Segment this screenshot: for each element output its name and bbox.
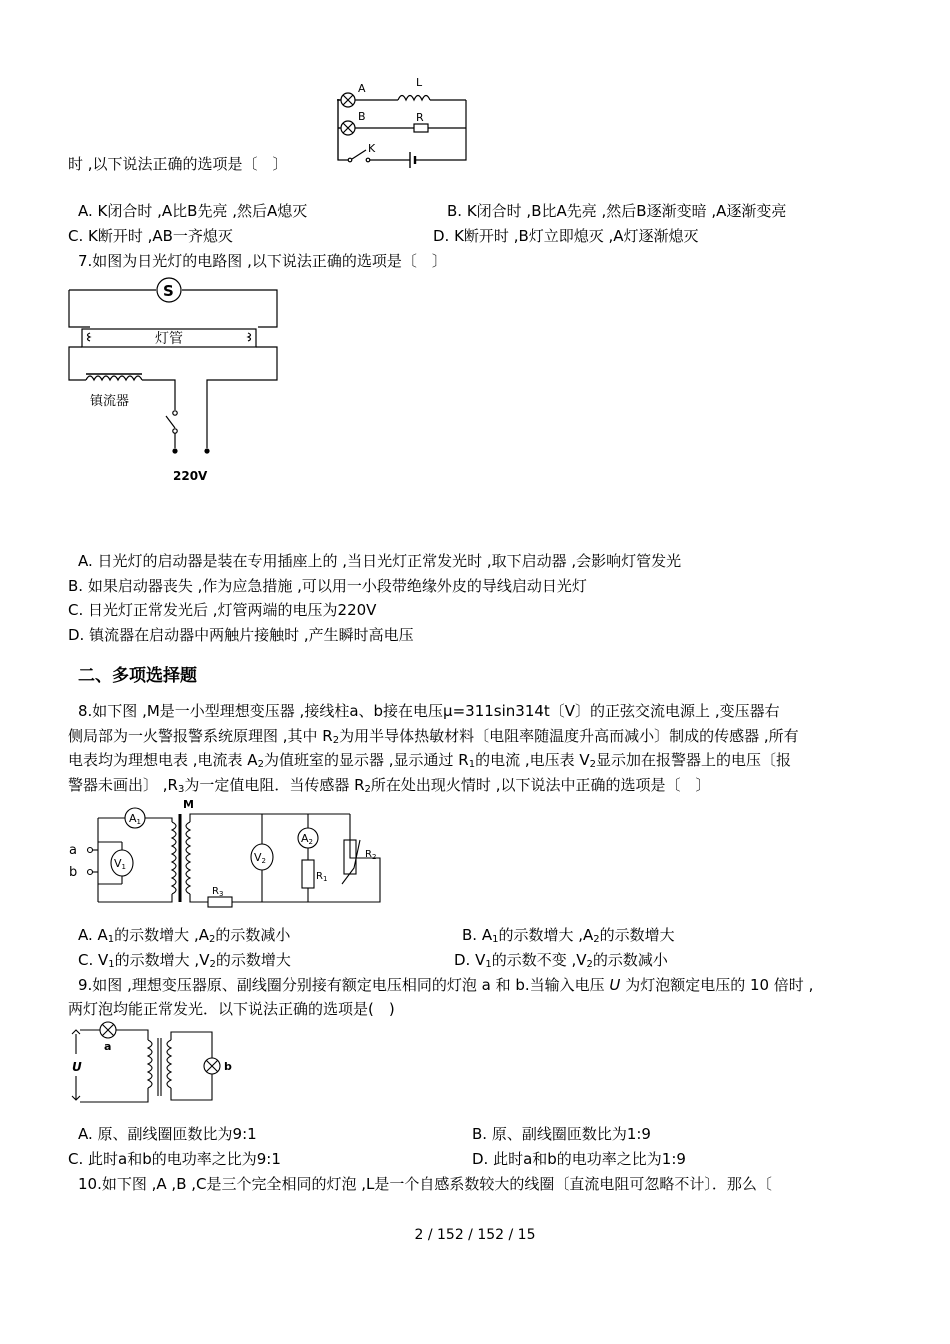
q7-fig-label-tube: 灯管 [155, 331, 183, 347]
q6-fig-label-r: R [416, 111, 424, 124]
q6-option-d: D. K断开时 ,B灯立即熄灭 ,A灯逐渐熄灭 [433, 227, 699, 245]
q7-stem: 7.如图为日光灯的电路图 ,以下说法正确的选项是〔 〕 [78, 252, 447, 270]
q6-fig-label-l: L [416, 76, 423, 89]
q6-option-a: A. K闭合时 ,A比B先亮 ,然后A熄灭 [78, 202, 308, 220]
q8-option-a: A. $A_1$的示数增大 $,A_2$的示数减小 [78, 926, 291, 945]
q9-option-d: D. 此时a和b的电功率之比为1:9 [472, 1150, 686, 1168]
q6-stem-tail: 时 ,以下说法正确的选项是〔 〕 [68, 155, 288, 173]
q9-stem-line-2: 两灯泡均能正常发光．以下说法正确的选项是( ) [68, 1000, 395, 1018]
q7-option-a: A. 日光灯的启动器是装在专用插座上的 ,当日光灯正常发光时 ,取下启动器 ,会影响灯管发光 [78, 552, 682, 570]
q7-option-b: B. 如果启动器丧失 ,作为应急措施 ,可以用一小段带绝缘外皮的导线启动日光灯 [68, 577, 587, 595]
q7-fig-label-s: S [163, 282, 174, 300]
q7-fig-label-voltage: 220V [173, 469, 208, 483]
q9-fig-label-b: b [224, 1060, 232, 1073]
q10-stem-line-1: 10.如下图 ,A ,B ,C是三个完全相同的灯泡 ,L是一个自感系数较大的线圈〔直流电阻可忽略不计〕．那么〔 [78, 1175, 772, 1193]
q7-fig-label-ballast: 镇流器 [90, 394, 130, 409]
q9-option-a: A. 原、副线圈匝数比为9:1 [78, 1125, 257, 1143]
q8-option-d: D. $V_1$的示数不变 $,V_2$的示数减小 [454, 951, 668, 970]
q8-stem-line-2: 侧局部为一火警报警系统原理图 ,其中 $R_2$为用半导体热敏材料〔电阻率随温度升高而减小〕制成的传感器 ,所有 [68, 727, 799, 746]
q8-transformer-circuit-figure [62, 798, 392, 910]
q9-fig-label-a: a [104, 1040, 112, 1053]
q8-fig-label-a2: A2 [301, 832, 313, 846]
q8-fig-label-a1: A1 [129, 812, 141, 826]
q8-fig-label-v2: V2 [254, 851, 266, 865]
q6-option-c: C. K断开时 ,AB一齐熄灭 [68, 227, 233, 245]
q8-fig-label-terminal-b: b [69, 865, 78, 880]
q7-option-d: D. 镇流器在启动器中两触片接触时 ,产生瞬时高电压 [68, 626, 414, 644]
page-number: 2 / 152 / 152 / 15 [414, 1227, 536, 1243]
q8-stem-line-1: 8.如下图 ,M是一小型理想变压器 ,接线柱a、b接在电压μ=311sin314t〔V〕的正弦交流电源上 ,变压器右 [78, 702, 780, 720]
q7-option-c: C. 日光灯正常发光后 ,灯管两端的电压为220V [68, 601, 377, 619]
q8-fig-label-m: M [183, 798, 194, 811]
q8-stem-line-3: 电表均为理想电表 ,电流表 $A_2$为值班室的显示器 ,显示通过 $R_1$的电流 ,电压表 $V_2$显示加在报警器上的电压〔报 [68, 751, 792, 770]
q6-option-b: B. K闭合时 ,B比A先亮 ,然后B逐渐变暗 ,A逐渐变亮 [447, 202, 787, 220]
q6-circuit-figure [318, 72, 478, 172]
q6-fig-label-a: A [358, 82, 366, 95]
q9-option-c: C. 此时a和b的电功率之比为9:1 [68, 1150, 281, 1168]
q6-fig-label-b: B [358, 110, 366, 123]
q8-stem-line-4: 警器未画出〕 $,R_3$为一定值电阻．当传感器 $R_2$所在处出现火情时 ,以下说法中正确的选项是〔 〕 [68, 776, 711, 795]
q8-fig-label-r2: $R_2$ [365, 849, 377, 861]
q8-fig-label-terminal-a: a [69, 843, 77, 858]
q7-fluorescent-circuit-figure [62, 276, 282, 486]
q8-fig-label-v1: V1 [114, 857, 126, 871]
q6-fig-label-k: K [368, 142, 376, 155]
q9-fig-label-u: U [72, 1060, 82, 1074]
q9-option-b: B. 原、副线圈匝数比为1:9 [472, 1125, 651, 1143]
q8-fig-label-r3: $R_3$ [212, 886, 224, 898]
q9-transformer-figure [66, 1020, 236, 1110]
q9-stem-line-1: 9.如图 ,理想变压器原、副线圈分别接有额定电压相同的灯泡 a 和 b.当输入电压 U 为灯泡额定电压的 10 倍时 , [78, 976, 814, 994]
q8-option-b: B. $A_1$的示数增大 $,A_2$的示数增大 [462, 926, 675, 945]
section-title: 二、多项选择题 [78, 666, 197, 686]
q8-option-c: C. $V_1$的示数增大 $,V_2$的示数增大 [78, 951, 291, 970]
q8-fig-label-r1: $R_1$ [316, 871, 328, 883]
